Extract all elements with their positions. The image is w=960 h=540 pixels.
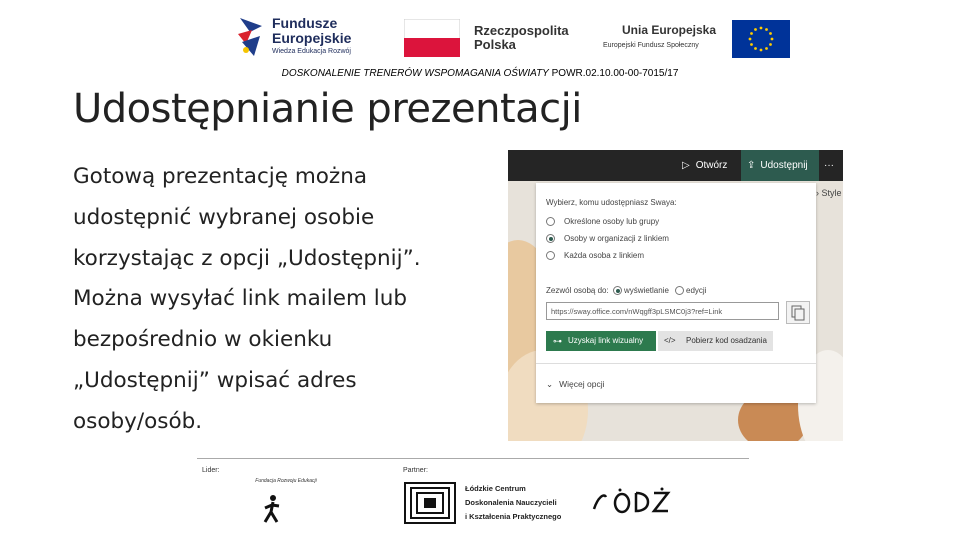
option-label: Osoby w organizacji z linkiem [564, 234, 669, 243]
fe-logo-line2: Europejskie [272, 30, 352, 46]
partner-label: Partner: [403, 467, 428, 474]
radio-view[interactable] [613, 286, 622, 295]
play-icon: ▷ [682, 160, 690, 171]
share-button[interactable] [741, 150, 819, 181]
sway-share-screenshot [508, 150, 843, 441]
ldc-square-icon [404, 482, 456, 524]
lodz-logo-icon [592, 487, 672, 517]
body-line: korzystając z opcji „Udostępnij”. [73, 245, 421, 271]
project-subtitle [0, 68, 960, 79]
fundusze-europejskie-logo [236, 14, 376, 60]
styles-icon: › [816, 188, 819, 198]
leader-logo [255, 478, 317, 528]
copy-icon [787, 302, 809, 323]
permission-label: Zezwól osobą do: [546, 286, 609, 295]
slide-body [73, 157, 493, 443]
leader-label: Lider: [202, 467, 220, 474]
dialog-divider [536, 363, 816, 364]
share-link-field[interactable]: https://sway.office.com/nWqgff3pLSMC0j3?ref=Link [546, 302, 779, 320]
embed-code-label: Pobierz kod osadzania [686, 336, 767, 345]
link-icon: ⊶ [553, 336, 562, 346]
body-line: „Udostępnij” wpisać adres [73, 367, 357, 393]
open-label: Otwórz [695, 160, 728, 171]
option-label: Określone osoby lub grupy [564, 217, 660, 226]
share-icon: ⇪ [747, 160, 756, 171]
fe-logo-sub: Wiedza Edukacja Rozwój [272, 48, 351, 55]
open-button[interactable] [678, 150, 740, 181]
perm-edit-label: edycji [686, 286, 707, 295]
copy-link-button[interactable] [786, 301, 810, 324]
body-line: osoby/osób. [73, 408, 203, 434]
chevron-down-icon: ⌄ [546, 379, 554, 389]
option-label: Każda osoba z linkiem [564, 251, 645, 260]
more-options-link[interactable] [546, 379, 604, 390]
page-title: Udostępnianie prezentacji [73, 86, 582, 132]
share-label: Udostępnij [760, 160, 808, 171]
visual-link-label: Uzyskaj link wizualny [568, 336, 644, 345]
sway-toolbar [508, 150, 843, 181]
more-icon: ··· [824, 160, 834, 171]
partner-line1: Łódzkie Centrum [465, 484, 526, 493]
project-code: POWR.02.10.00-00-7015/17 [548, 68, 679, 79]
more-button[interactable] [824, 150, 842, 181]
radio-specific-people[interactable] [546, 217, 555, 226]
footer-divider [197, 458, 749, 459]
body-line: Można wysyłać link mailem lub [73, 286, 407, 312]
partner-line2: Doskonalenia Nauczycieli [465, 498, 557, 507]
perm-view-label: wyświetlanie [624, 286, 669, 295]
body-line: udostępnić wybranej osobie [73, 204, 375, 230]
fe-star-icon [236, 14, 266, 60]
visual-link-button[interactable] [546, 331, 656, 351]
body-line: Gotową prezentację można [73, 164, 368, 189]
rp-logo-line1: Rzeczpospolita [474, 23, 569, 38]
styles-label: Style [821, 188, 842, 198]
dialog-heading: Wybierz, komu udostępniasz Swaya: [546, 198, 677, 207]
unia-europejska-logo [600, 18, 790, 60]
embed-code-button[interactable] [658, 331, 773, 351]
eu-flag-icon [732, 20, 790, 58]
radio-anyone-link[interactable] [546, 251, 555, 260]
polish-flag-icon [404, 19, 460, 57]
leader-org-name: Fundacja Rozwoju Edukacji [255, 478, 317, 484]
code-icon: </> [664, 336, 676, 345]
partner-logo [404, 482, 564, 526]
rp-logo-line2: Polska [474, 37, 516, 52]
fe-logo-line1: Fundusze [272, 15, 338, 31]
more-options-label: Więcej opcji [559, 379, 605, 389]
ue-logo-line1: Unia Europejska [622, 23, 717, 37]
rzeczpospolita-logo [404, 18, 584, 60]
partner-line3: i Kształcenia Praktycznego [465, 512, 562, 521]
radio-organization-link[interactable] [546, 234, 555, 243]
ue-logo-line2: Europejski Fundusz Społeczny [603, 42, 699, 49]
radio-edit[interactable] [675, 286, 684, 295]
styles-tab[interactable] [816, 188, 842, 198]
share-dialog [536, 183, 816, 403]
project-name: DOSKONALENIE TRENERÓW WSPOMAGANIA OŚWIATY [281, 68, 549, 79]
body-line: bezpośrednio w okienku [73, 327, 333, 353]
walking-figure-icon [259, 494, 287, 524]
